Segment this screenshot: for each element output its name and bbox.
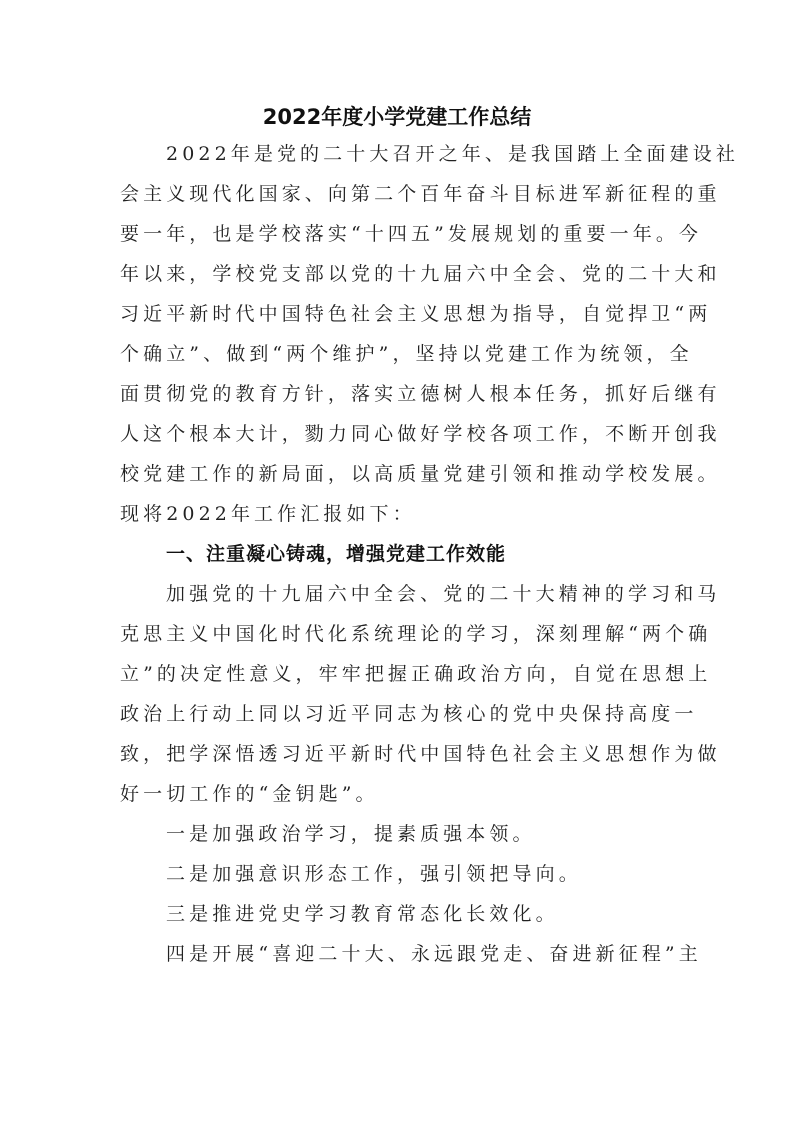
text-line: 要一年，也是学校落实“十四五”发展规划的重要一年。今 [120,223,703,245]
text-line: 2022年是党的二十大召开之年、是我国踏上全面建设社 [166,143,739,165]
text-line: 会主义现代化国家、向第二个百年奋斗目标进军新征程的重 [120,183,721,205]
text-line: 年以来，学校党支部以党的十九届六中全会、党的二十大和 [120,263,721,285]
text-line: 政治上行动上同以习近平同志为核心的党中央保持高度一 [120,703,698,725]
text-line: 校党建工作的新局面，以高质量党建引领和推动学校发展。 [120,463,721,485]
text-line: 个确立”、做到“两个维护”，坚持以党建工作为统领，全 [120,343,693,365]
list-item: 一是加强政治学习，提素质强本领。 [166,823,536,845]
section-paragraph [120,574,721,814]
text-line: 习近平新时代中国特色社会主义思想为指导，自觉捍卫“两 [120,303,712,325]
section-items [120,814,702,974]
text-line: 立”的决定性意义，牢牢把握正确政治方向，自觉在思想上 [120,663,712,685]
text-line: 致，把学深悟透习近平新时代中国特色社会主义思想作为做 [120,743,721,765]
section-heading: 一、注重凝心铸魂，增强党建工作效能 [166,543,507,565]
text-line: 克思主义中国化时代化系统理论的学习，深刻理解“两个确 [120,623,712,645]
list-item: 三是推进党史学习教育常态化长效化。 [166,903,559,925]
text-line: 好一切工作的“金钥匙”。 [120,783,379,805]
text-line: 面贯彻党的教育方针，落实立德树人根本任务，抓好后继有 [120,383,721,405]
list-item: 四是开展“喜迎二十大、永远跟党走、奋进新征程”主 [166,943,702,965]
text-line: 人这个根本大计，勠力同心做好学校各项工作，不断开创我 [120,423,721,445]
text-line: 现将2022年工作汇报如下： [120,503,416,525]
document-title: 2022年度小学党建工作总结 [262,105,532,129]
intro-paragraph [120,134,739,534]
text-line: 加强党的十九届六中全会、党的二十大精神的学习和马 [166,583,721,605]
document-body [120,100,739,974]
list-item: 二是加强意识形态工作，强引领把导向。 [166,863,582,885]
